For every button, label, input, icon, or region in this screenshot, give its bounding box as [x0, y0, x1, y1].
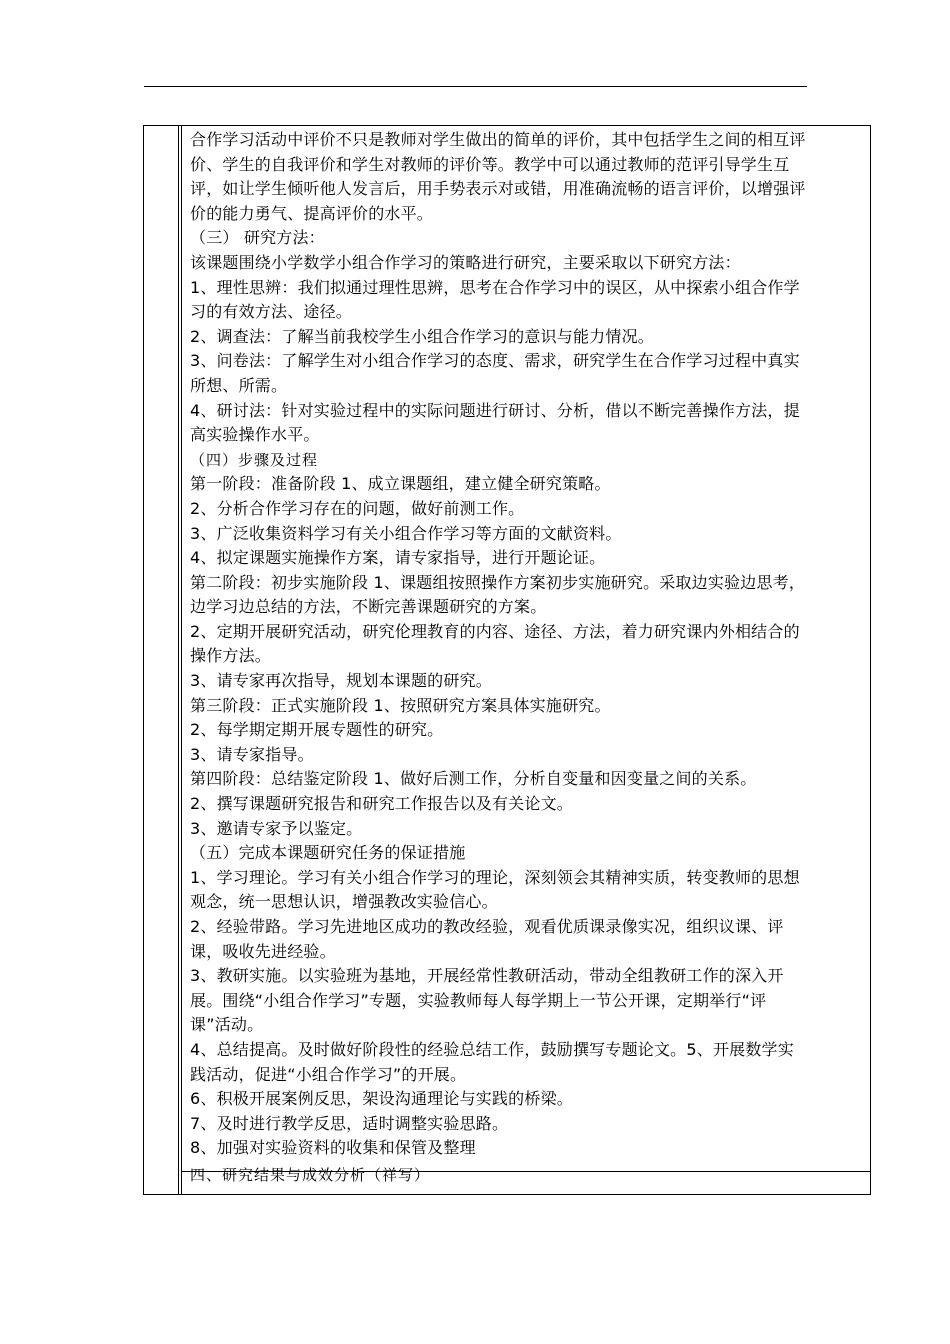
text-line: 践活动，促进“小组合作学习”的开展。 — [190, 1064, 467, 1084]
text-line: 合作学习活动中评价不只是教师对学生做出的简单的评价，其中包括学生之间的相互评 — [190, 130, 806, 149]
text-line: 6、积极开展案例反思，架设沟通理论与实践的桥梁。 — [190, 1089, 573, 1109]
section-heading: （三） 研究方法： — [190, 228, 325, 248]
text-line: 2、撰写课题研究报告和研究工作报告以及有关论文。 — [190, 794, 573, 814]
table-content — [190, 128, 866, 1188]
row-divider — [182, 1171, 870, 1172]
text-line: 3、广泛收集资料学习有关小组合作学习等方面的文献资料。 — [190, 523, 622, 543]
text-line: 第二阶段：初步实施阶段 1、课题组按照操作方案初步实施研究。采取边实验边思考， — [190, 572, 806, 592]
text-line: 第一阶段：准备阶段 1、成立课题组，建立健全研究策略。 — [190, 474, 611, 494]
text-line: 2、分析合作学习存在的问题，做好前测工作。 — [190, 498, 525, 518]
text-line: 所想、所需。 — [190, 375, 288, 395]
text-line: 课，吸收先进经验。 — [190, 941, 336, 961]
section-heading: （四）步骤及过程 — [190, 450, 319, 469]
text-line: 3、请专家再次指导，规划本课题的研究。 — [190, 671, 492, 691]
section-heading: （五）完成本课题研究任务的保证措施 — [190, 843, 466, 863]
text-line: 展。围绕“小组合作学习”专题，实验教师每人每学期上一节公开课，定期举行“评 — [190, 990, 767, 1010]
text-line: 价的能力勇气、提高评价的水平。 — [190, 203, 434, 223]
left-column — [144, 126, 182, 1194]
text-line: 该课题围绕小学数学小组合作学习的策略进行研究，主要采取以下研究方法： — [190, 252, 741, 272]
text-line: 评，如让学生倾听他人发言后，用手势表示对或错，用准确流畅的语言评价，以增强评 — [190, 179, 806, 199]
text-line: 边学习边总结的方法，不断完善课题研究的方案。 — [190, 597, 547, 617]
text-line: 习的有效方法、途径。 — [190, 302, 353, 322]
section-heading: 四、研究结果与成效分析（祥写） — [190, 1165, 431, 1184]
text-line: 第四阶段：总结鉴定阶段 1、做好后测工作，分析自变量和因变量之间的关系。 — [190, 769, 757, 789]
text-line: 3、请专家指导。 — [190, 744, 314, 764]
text-line: 1、学习理论。学习有关小组合作学习的理论，深刻领会其精神实质，转变教师的思想 — [190, 867, 800, 887]
text-line: 7、及时进行教学反思，适时调整实验思路。 — [190, 1113, 509, 1133]
text-line: 课”活动。 — [190, 1015, 264, 1035]
left-column-inner-rule — [178, 126, 179, 1194]
text-line: 2、定期开展研究活动，研究伦理教育的内容、途径、方法，着力研究课内外相结合的 — [190, 621, 800, 641]
text-line: 3、教研实施。以实验班为基地，开展经常性教研活动，带动全组教研工作的深入开 — [190, 966, 784, 986]
text-line: 观念，统一思想认识，增强教改实验信心。 — [190, 892, 498, 912]
text-line: 3、邀请专家予以鉴定。 — [190, 818, 363, 838]
document-table — [143, 125, 871, 1195]
text-line: 4、研讨法：针对实验过程中的实际问题进行研讨、分析，借以不断完善操作方法，提 — [190, 400, 800, 420]
text-line: 第三阶段：正式实施阶段 1、按照研究方案具体实施研究。 — [190, 695, 611, 715]
text-line: 8、加强对实验资料的收集和保管及整理 — [190, 1138, 476, 1158]
text-line: 3、问卷法：了解学生对小组合作学习的态度、需求，研究学生在合作学习过程中真实 — [190, 351, 800, 371]
text-line: 价、学生的自我评价和学生对教师的评价等。教学中可以通过教师的范评引导学生互 — [190, 154, 790, 174]
text-line: 2、每学期定期开展专题性的研究。 — [190, 720, 444, 740]
text-line: 2、经验带路。学习先进地区成功的教改经验，观看优质课录像实况，组织议课、评 — [190, 917, 784, 936]
text-line: 1、理性思辨：我们拟通过理性思辨，思考在合作学习中的误区，从中探索小组合作学 — [190, 277, 800, 297]
text-line: 高实验操作水平。 — [190, 425, 320, 445]
text-line: 4、拟定课题实施操作方案，请专家指导，进行开题论证。 — [190, 548, 606, 568]
header-rule — [144, 86, 807, 87]
text-line: 操作方法。 — [190, 646, 272, 666]
text-line: 2、调查法：了解当前我校学生小组合作学习的意识与能力情况。 — [190, 326, 654, 346]
text-line: 4、总结提高。及时做好阶段性的经验总结工作，鼓励撰写专题论文。5、开展数学实 — [190, 1039, 794, 1059]
